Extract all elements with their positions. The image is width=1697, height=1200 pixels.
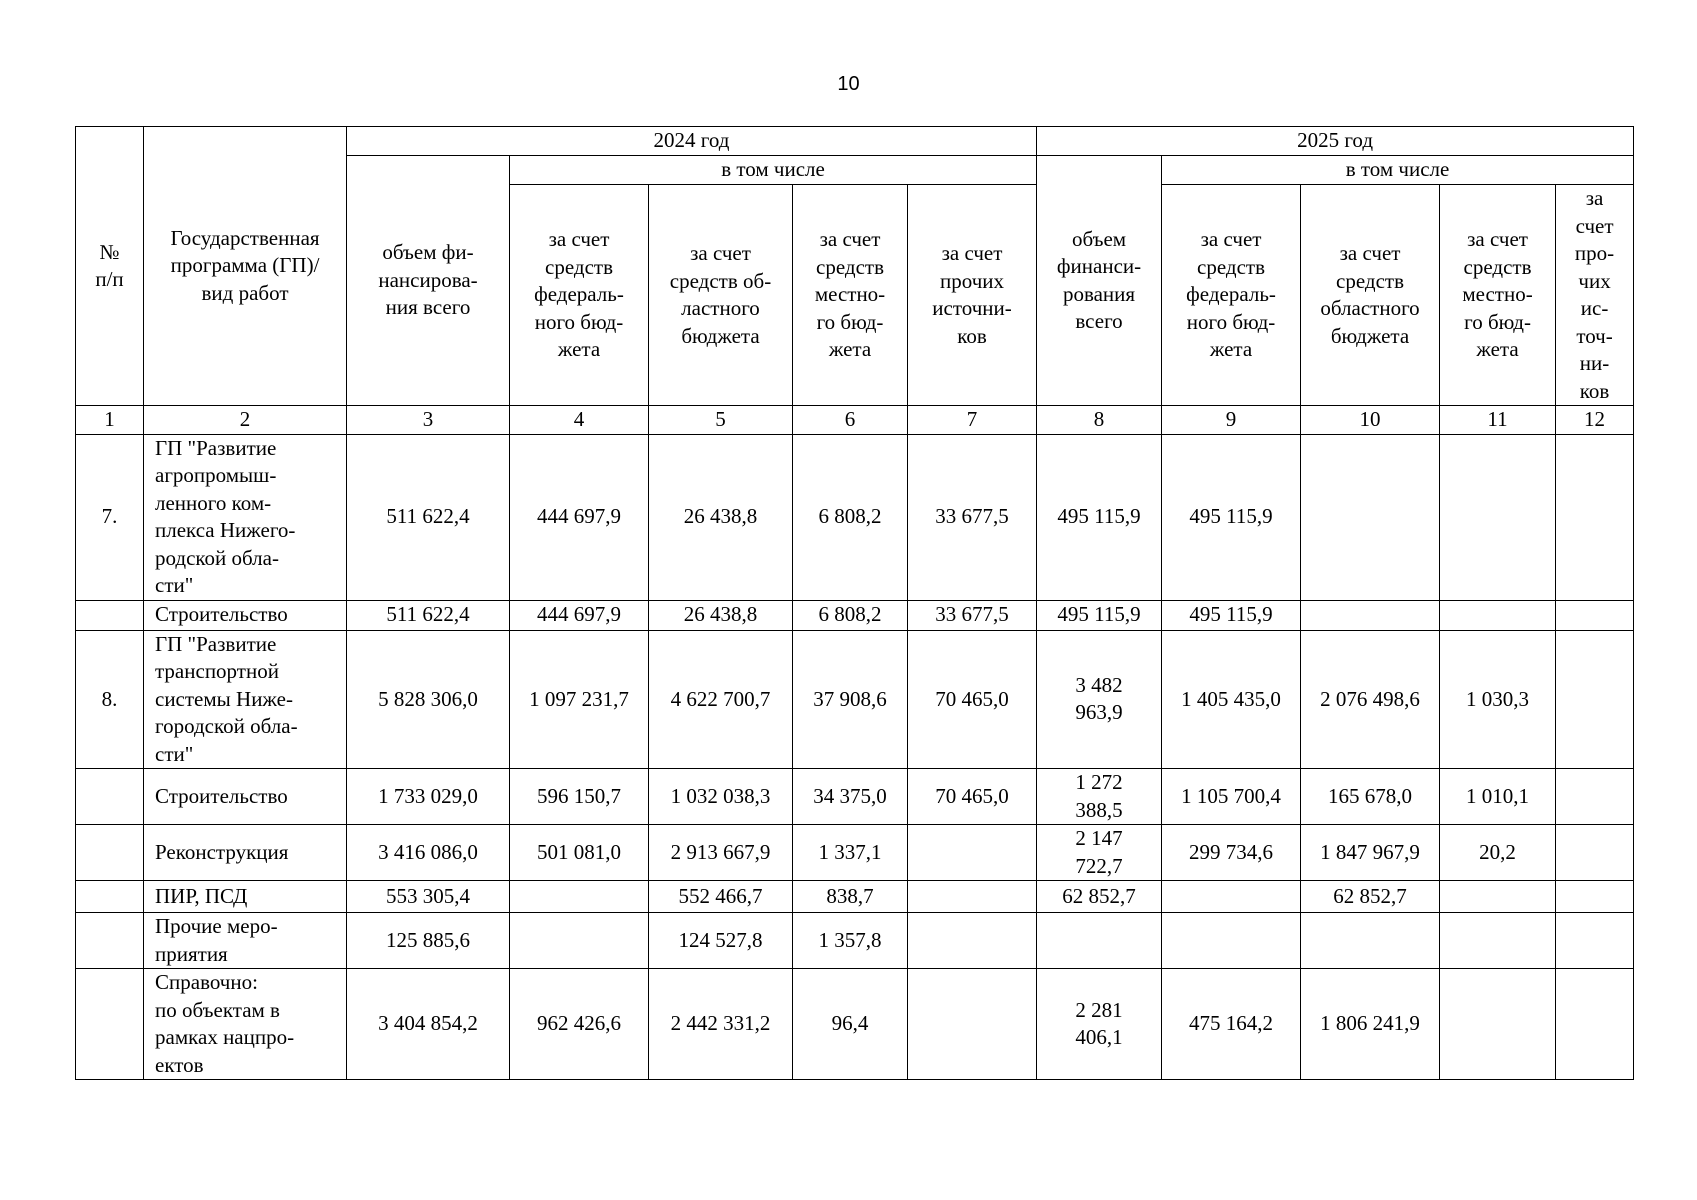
row-value-col-5: 26 438,8 — [649, 434, 793, 600]
row-program-name: Прочие меро- приятия — [144, 913, 347, 969]
column-number-1: 1 — [76, 406, 144, 435]
header-year-2025: 2025 год — [1037, 127, 1634, 156]
row-value-col-4 — [510, 881, 649, 913]
row-value-col-7 — [908, 881, 1037, 913]
row-value-col-3: 125 885,6 — [347, 913, 510, 969]
header-2025-local: за счет средств местно- го бюд- жета — [1440, 185, 1556, 406]
row-value-col-4: 444 697,9 — [510, 600, 649, 630]
row-value-col-11: 1 030,3 — [1440, 630, 1556, 769]
row-value-col-6: 34 375,0 — [793, 769, 908, 825]
header-2025-other: за счет про- чих ис- точ- ни- ков — [1556, 185, 1634, 406]
column-number-4: 4 — [510, 406, 649, 435]
column-number-11: 11 — [1440, 406, 1556, 435]
column-number-2: 2 — [144, 406, 347, 435]
row-value-col-9: 495 115,9 — [1162, 600, 1301, 630]
row-value-col-3: 511 622,4 — [347, 600, 510, 630]
row-program-name: Реконструкция — [144, 825, 347, 881]
row-value-col-5: 552 466,7 — [649, 881, 793, 913]
row-value-col-7 — [908, 913, 1037, 969]
row-value-col-4 — [510, 913, 649, 969]
header-2024-total: объем фи- нансирова- ния всего — [347, 156, 510, 406]
table-row — [76, 434, 1634, 600]
table-row — [76, 881, 1634, 913]
row-value-col-10 — [1301, 913, 1440, 969]
row-value-col-10: 62 852,7 — [1301, 881, 1440, 913]
row-value-col-11 — [1440, 600, 1556, 630]
row-value-col-6: 37 908,6 — [793, 630, 908, 769]
header-2025-federal: за счет средств федераль- ного бюд- жета — [1162, 185, 1301, 406]
row-value-col-10: 2 076 498,6 — [1301, 630, 1440, 769]
column-number-7: 7 — [908, 406, 1037, 435]
row-value-col-11 — [1440, 881, 1556, 913]
row-value-col-5: 26 438,8 — [649, 600, 793, 630]
table-row — [76, 969, 1634, 1080]
row-number — [76, 913, 144, 969]
row-value-col-9: 495 115,9 — [1162, 434, 1301, 600]
row-value-col-3: 1 733 029,0 — [347, 769, 510, 825]
row-number: 8. — [76, 630, 144, 769]
row-value-col-11 — [1440, 434, 1556, 600]
row-value-col-9 — [1162, 913, 1301, 969]
row-value-col-8: 1 272 388,5 — [1037, 769, 1162, 825]
row-number — [76, 600, 144, 630]
row-value-col-8: 62 852,7 — [1037, 881, 1162, 913]
row-value-col-3: 5 828 306,0 — [347, 630, 510, 769]
column-number-9: 9 — [1162, 406, 1301, 435]
row-value-col-10 — [1301, 434, 1440, 600]
row-value-col-6: 6 808,2 — [793, 434, 908, 600]
row-value-col-3: 3 416 086,0 — [347, 825, 510, 881]
row-value-col-12 — [1556, 881, 1634, 913]
row-value-col-7: 33 677,5 — [908, 434, 1037, 600]
row-value-col-7: 70 465,0 — [908, 769, 1037, 825]
row-value-col-8: 2 147 722,7 — [1037, 825, 1162, 881]
header-2025-regional: за счет средств областного бюджета — [1301, 185, 1440, 406]
row-number — [76, 769, 144, 825]
table-row — [76, 913, 1634, 969]
row-value-col-6: 96,4 — [793, 969, 908, 1080]
table-row — [76, 825, 1634, 881]
header-col-number: № п/п — [76, 127, 144, 406]
header-2025-including: в том числе — [1162, 156, 1634, 185]
row-value-col-5: 2 442 331,2 — [649, 969, 793, 1080]
header-2024-other: за счет прочих источни- ков — [908, 185, 1037, 406]
row-value-col-11: 1 010,1 — [1440, 769, 1556, 825]
row-value-col-7: 70 465,0 — [908, 630, 1037, 769]
row-value-col-12 — [1556, 434, 1634, 600]
header-col-program: Государственная программа (ГП)/ вид работ — [144, 127, 347, 406]
row-value-col-6: 838,7 — [793, 881, 908, 913]
row-value-col-9: 1 405 435,0 — [1162, 630, 1301, 769]
row-value-col-10 — [1301, 600, 1440, 630]
row-value-col-9 — [1162, 881, 1301, 913]
row-value-col-11: 20,2 — [1440, 825, 1556, 881]
row-value-col-4: 962 426,6 — [510, 969, 649, 1080]
column-number-12: 12 — [1556, 406, 1634, 435]
header-2024-local: за счет средств местно- го бюд- жета — [793, 185, 908, 406]
table-row — [76, 630, 1634, 769]
header-2025-total: объем финанси- рования всего — [1037, 156, 1162, 406]
row-number: 7. — [76, 434, 144, 600]
row-value-col-9: 475 164,2 — [1162, 969, 1301, 1080]
row-program-name: Строительство — [144, 600, 347, 630]
column-number-8: 8 — [1037, 406, 1162, 435]
row-value-col-5: 1 032 038,3 — [649, 769, 793, 825]
row-value-col-10: 1 847 967,9 — [1301, 825, 1440, 881]
header-year-2024: 2024 год — [347, 127, 1037, 156]
row-value-col-4: 596 150,7 — [510, 769, 649, 825]
row-value-col-8: 2 281 406,1 — [1037, 969, 1162, 1080]
header-2024-federal: за счет средств федераль- ного бюд- жета — [510, 185, 649, 406]
row-value-col-10: 1 806 241,9 — [1301, 969, 1440, 1080]
row-value-col-7: 33 677,5 — [908, 600, 1037, 630]
row-value-col-7 — [908, 969, 1037, 1080]
column-number-5: 5 — [649, 406, 793, 435]
row-value-col-12 — [1556, 630, 1634, 769]
row-value-col-12 — [1556, 969, 1634, 1080]
row-value-col-8: 495 115,9 — [1037, 434, 1162, 600]
row-value-col-8: 495 115,9 — [1037, 600, 1162, 630]
table-row — [76, 769, 1634, 825]
row-value-col-3: 553 305,4 — [347, 881, 510, 913]
row-value-col-12 — [1556, 600, 1634, 630]
row-value-col-3: 3 404 854,2 — [347, 969, 510, 1080]
page-number: 10 — [837, 73, 860, 95]
row-value-col-5: 124 527,8 — [649, 913, 793, 969]
column-number-6: 6 — [793, 406, 908, 435]
row-value-col-6: 6 808,2 — [793, 600, 908, 630]
financing-table — [75, 126, 1634, 1080]
header-2024-including: в том числе — [510, 156, 1037, 185]
row-value-col-5: 2 913 667,9 — [649, 825, 793, 881]
column-number-3: 3 — [347, 406, 510, 435]
column-number-10: 10 — [1301, 406, 1440, 435]
table-row — [76, 600, 1634, 630]
row-value-col-6: 1 357,8 — [793, 913, 908, 969]
row-value-col-9: 299 734,6 — [1162, 825, 1301, 881]
row-value-col-10: 165 678,0 — [1301, 769, 1440, 825]
row-value-col-11 — [1440, 969, 1556, 1080]
row-value-col-4: 444 697,9 — [510, 434, 649, 600]
row-value-col-8 — [1037, 913, 1162, 969]
row-value-col-12 — [1556, 825, 1634, 881]
row-value-col-4: 1 097 231,7 — [510, 630, 649, 769]
row-program-name: ПИР, ПСД — [144, 881, 347, 913]
row-value-col-8: 3 482 963,9 — [1037, 630, 1162, 769]
row-value-col-11 — [1440, 913, 1556, 969]
row-value-col-7 — [908, 825, 1037, 881]
row-number — [76, 825, 144, 881]
row-value-col-9: 1 105 700,4 — [1162, 769, 1301, 825]
row-value-col-5: 4 622 700,7 — [649, 630, 793, 769]
row-value-col-12 — [1556, 769, 1634, 825]
row-program-name: Строительство — [144, 769, 347, 825]
row-program-name: Справочно: по объектам в рамках нацпро- ектов — [144, 969, 347, 1080]
row-value-col-6: 1 337,1 — [793, 825, 908, 881]
row-value-col-12 — [1556, 913, 1634, 969]
row-program-name: ГП "Развитие агропромыш- ленного ком- плекса Нижего- родской обла- сти" — [144, 434, 347, 600]
row-program-name: ГП "Развитие транспортной системы Ниже- городской обла- сти" — [144, 630, 347, 769]
row-value-col-4: 501 081,0 — [510, 825, 649, 881]
row-value-col-3: 511 622,4 — [347, 434, 510, 600]
header-2024-regional: за счет средств об- ластного бюджета — [649, 185, 793, 406]
row-number — [76, 969, 144, 1080]
row-number — [76, 881, 144, 913]
